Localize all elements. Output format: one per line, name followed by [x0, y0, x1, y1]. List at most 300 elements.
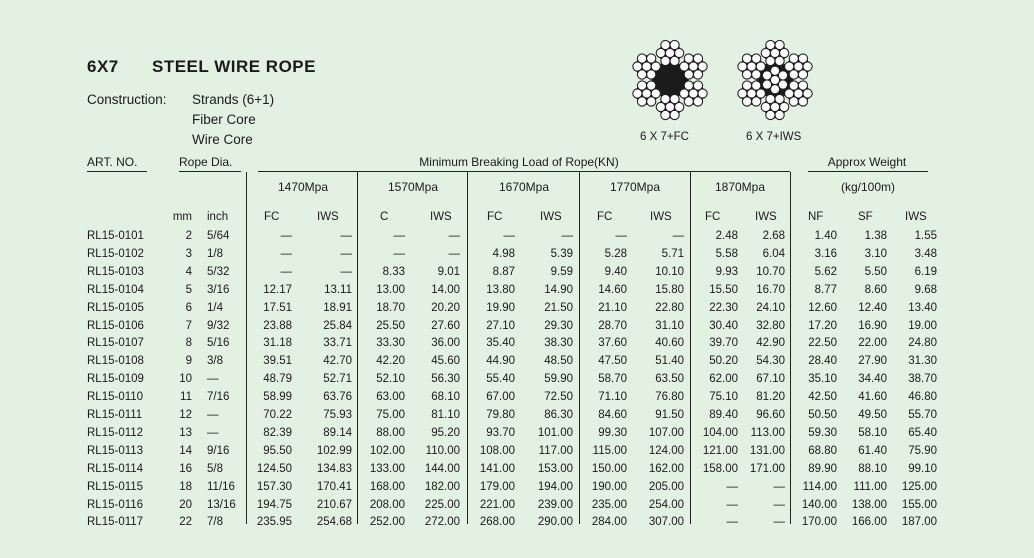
sub-header: IWS	[755, 211, 777, 223]
table-cell: 28.70	[598, 320, 627, 332]
sub-header: FC	[597, 211, 613, 223]
dia-inch: 1/8	[207, 248, 223, 260]
table-cell: —	[340, 266, 352, 278]
table-cell: 166.00	[851, 516, 887, 528]
table-cell: 190.00	[591, 481, 627, 493]
table-cell: —	[340, 230, 352, 242]
table-cell: 62.00	[709, 373, 738, 385]
table-cell: 79.80	[486, 409, 515, 421]
grade-1870: 1870Mpa	[714, 180, 766, 194]
table-cell: 88.00	[376, 427, 405, 439]
grade-1470: 1470Mpa	[277, 180, 329, 194]
dia-mm: 10	[179, 373, 192, 385]
dia-inch: —	[207, 409, 219, 421]
table-cell: 108.00	[479, 445, 515, 457]
table-cell: 65.40	[908, 427, 937, 439]
table-cell: 102.99	[316, 445, 352, 457]
dia-inch: 5/32	[207, 266, 230, 278]
table-cell: 114.00	[802, 481, 837, 493]
sub-header: IWS	[430, 211, 452, 223]
table-cell: 170.41	[316, 481, 352, 493]
table-cell: 89.14	[323, 427, 352, 439]
table-cell: 40.60	[655, 337, 684, 349]
table-cell: 28.40	[808, 355, 837, 367]
dia-inch: 11/16	[207, 481, 235, 493]
grade-1670: 1670Mpa	[498, 180, 550, 194]
table-cell: 15.80	[655, 284, 684, 296]
table-cell: 12.40	[858, 302, 887, 314]
table-cell: 22.30	[709, 302, 738, 314]
table-cell: 194.75	[256, 499, 292, 511]
table-cell: 46.80	[908, 391, 937, 403]
table-cell: 182.00	[424, 481, 460, 493]
table-cell: —	[503, 230, 515, 242]
table-cell: 153.00	[537, 463, 573, 475]
table-cell: 84.60	[598, 409, 627, 421]
table-cell: 75.00	[376, 409, 405, 421]
table-cell: 95.50	[263, 445, 292, 457]
table-cell: 9.40	[604, 266, 627, 278]
table-cell: 16.70	[756, 284, 785, 296]
table-cell: 36.00	[431, 337, 460, 349]
table-cell: —	[726, 499, 738, 511]
table-cell: 89.40	[709, 409, 738, 421]
table-cell: 8.77	[814, 284, 837, 296]
dia-inch: 5/8	[207, 463, 223, 475]
table-cell: 42.20	[376, 355, 405, 367]
dia-mm: 16	[179, 463, 192, 475]
dia-mm: 18	[179, 481, 192, 493]
table-cell: 5.39	[550, 248, 573, 260]
table-cell: 63.76	[323, 391, 352, 403]
table-cell: 27.60	[431, 320, 460, 332]
table-cell: 125.00	[901, 481, 937, 493]
table-cell: 88.10	[858, 463, 887, 475]
table-cell: 76.80	[655, 391, 684, 403]
table-cell: 235.00	[591, 499, 627, 511]
table-cell: 59.30	[808, 427, 837, 439]
sub-header: NF	[808, 211, 824, 223]
table-cell: 38.70	[908, 373, 937, 385]
table-cell: 290.00	[537, 516, 573, 528]
dia-mm: 9	[185, 355, 192, 367]
table-cell: 131.00	[749, 445, 785, 457]
table-cell: 16.90	[858, 320, 887, 332]
table-cell: 115.00	[592, 445, 627, 457]
table-cell: 12.60	[808, 302, 837, 314]
approx-unit: (kg/100m)	[840, 180, 896, 194]
table-cell: 157.30	[256, 481, 292, 493]
table-cell: —	[393, 248, 405, 260]
table-cell: 162.00	[648, 463, 684, 475]
art-number: RL15-0117	[87, 516, 144, 528]
table-cell: 50.20	[709, 355, 738, 367]
table-cell: 47.50	[598, 355, 627, 367]
table-cell: 5.71	[661, 248, 684, 260]
dia-mm: 12	[179, 409, 192, 421]
table-cell: 71.10	[598, 391, 627, 403]
table-cell: 93.70	[486, 427, 515, 439]
table-cell: —	[672, 230, 684, 242]
table-cell: 170.00	[801, 516, 837, 528]
table-cell: 3.48	[914, 248, 937, 260]
table-cell: 1.38	[864, 230, 887, 242]
table-cell: —	[448, 230, 460, 242]
construction-line-1: Strands (6+1)	[192, 92, 275, 107]
dia-inch: 1/4	[207, 302, 223, 314]
table-cell: 19.90	[486, 302, 515, 314]
sub-header: IWS	[650, 211, 672, 223]
table-cell: —	[773, 499, 785, 511]
art-number: RL15-0101	[87, 230, 144, 242]
rope-cross-section-fc	[625, 35, 715, 125]
table-cell: 75.93	[323, 409, 352, 421]
table-cell: 27.90	[858, 355, 887, 367]
art-number: RL15-0108	[87, 355, 144, 367]
table-cell: 179.00	[479, 481, 515, 493]
table-cell: 5.58	[715, 248, 738, 260]
table-cell: 22.80	[655, 302, 684, 314]
table-cell: 49.50	[858, 409, 887, 421]
dia-mm: 3	[185, 248, 192, 260]
table-cell: 63.00	[376, 391, 405, 403]
table-cell: 67.10	[756, 373, 785, 385]
table-cell: 75.10	[709, 391, 738, 403]
table-cell: 8.60	[864, 284, 887, 296]
table-cell: 9.59	[550, 266, 573, 278]
sub-header: IWS	[317, 211, 339, 223]
table-cell: 3.10	[864, 248, 887, 260]
table-cell: 8.33	[382, 266, 405, 278]
table-cell: 29.30	[544, 320, 573, 332]
dia-mm: 8	[185, 337, 192, 349]
table-cell: 81.20	[756, 391, 785, 403]
art-number: RL15-0102	[87, 248, 144, 260]
table-cell: 23.88	[263, 320, 292, 332]
table-cell: 35.10	[808, 373, 837, 385]
table-cell: 3.16	[814, 248, 837, 260]
table-cell: 63.50	[655, 373, 684, 385]
art-number: RL15-0106	[87, 320, 144, 332]
table-cell: 68.80	[808, 445, 837, 457]
table-cell: 22.50	[808, 337, 837, 349]
table-cell: 39.70	[709, 337, 738, 349]
table-cell: 5.28	[604, 248, 627, 260]
table-cell: 235.95	[256, 516, 292, 528]
table-cell: 25.50	[376, 320, 405, 332]
divider	[179, 171, 241, 172]
art-number: RL15-0116	[87, 499, 144, 511]
diagram-caption-iws: 6 X 7+IWS	[746, 131, 802, 143]
table-cell: 101.00	[537, 427, 573, 439]
table-cell: 5.50	[864, 266, 887, 278]
table-cell: 45.60	[431, 355, 460, 367]
divider	[87, 171, 147, 172]
table-cell: 67.00	[486, 391, 515, 403]
table-cell: 150.00	[591, 463, 627, 475]
table-cell: 171.00	[749, 463, 785, 475]
art-number: RL15-0111	[87, 409, 143, 421]
sub-header: SF	[858, 211, 873, 223]
table-cell: 89.90	[808, 463, 837, 475]
dia-mm: 11	[180, 391, 192, 403]
table-cell: 307.00	[648, 516, 684, 528]
table-cell: 239.00	[537, 499, 573, 511]
header-mbl: Minimum Breaking Load of Rope(KN)	[419, 155, 619, 169]
table-cell: 56.30	[431, 373, 460, 385]
art-number: RL15-0110	[87, 391, 144, 403]
table-cell: —	[340, 248, 352, 260]
dia-mm: 6	[185, 302, 192, 314]
table-cell: 9.01	[437, 266, 460, 278]
table-cell: 168.00	[369, 481, 405, 493]
table-cell: 158.00	[702, 463, 738, 475]
page-title: STEEL WIRE ROPE	[152, 57, 316, 76]
table-cell: —	[773, 481, 785, 493]
table-cell: 268.00	[479, 516, 515, 528]
table-cell: 50.50	[808, 409, 837, 421]
table-cell: 284.00	[591, 516, 627, 528]
table-cell: 75.90	[908, 445, 937, 457]
table-cell: 141.00	[479, 463, 515, 475]
sub-header: IWS	[540, 211, 562, 223]
table-cell: 194.00	[537, 481, 573, 493]
table-cell: —	[726, 481, 738, 493]
rope-cross-section-iws	[730, 35, 820, 125]
table-cell: 48.50	[544, 355, 573, 367]
table-cell: 254.00	[648, 499, 684, 511]
dia-mm: 4	[185, 266, 192, 278]
table-cell: 55.40	[486, 373, 515, 385]
table-cell: —	[393, 230, 405, 242]
table-cell: 52.71	[323, 373, 352, 385]
dia-inch: —	[207, 427, 219, 439]
table-cell: 8.87	[492, 266, 515, 278]
dia-mm: 22	[179, 516, 192, 528]
table-cell: 17.20	[808, 320, 837, 332]
art-number: RL15-0113	[87, 445, 144, 457]
table-cell: 144.00	[424, 463, 460, 475]
sub-header: FC	[487, 211, 503, 223]
dia-inch: —	[207, 373, 219, 385]
table-cell: —	[280, 230, 292, 242]
table-cell: 35.40	[486, 337, 515, 349]
table-cell: 1.40	[814, 230, 837, 242]
sub-header: FC	[264, 211, 280, 223]
table-cell: 44.90	[486, 355, 515, 367]
table-cell: 59.90	[544, 373, 573, 385]
table-cell: 111.00	[853, 481, 887, 493]
table-cell: 102.00	[369, 445, 405, 457]
table-cell: 13.00	[376, 284, 405, 296]
dia-inch: 9/16	[207, 445, 230, 457]
table-cell: 54.30	[756, 355, 785, 367]
table-cell: 6.04	[762, 248, 785, 260]
table-cell: 52.10	[376, 373, 405, 385]
art-number: RL15-0105	[87, 302, 144, 314]
table-cell: 15.50	[709, 284, 738, 296]
grade-1570: 1570Mpa	[387, 180, 439, 194]
table-cell: 10.10	[655, 266, 684, 278]
table-cell: —	[448, 248, 460, 260]
table-cell: 13.11	[324, 284, 352, 296]
table-cell: 86.30	[544, 409, 573, 421]
table-cell: 61.40	[858, 445, 887, 457]
table-cell: 31.18	[263, 337, 292, 349]
table-cell: 272.00	[424, 516, 460, 528]
table-cell: 225.00	[424, 499, 460, 511]
dia-inch: 5/64	[207, 230, 230, 242]
table-cell: 33.30	[376, 337, 405, 349]
table-cell: —	[561, 230, 573, 242]
table-cell: 124.00	[648, 445, 684, 457]
table-cell: 51.40	[655, 355, 684, 367]
table-cell: 58.99	[263, 391, 292, 403]
table-cell: 31.10	[655, 320, 684, 332]
table-cell: 70.22	[263, 409, 292, 421]
table-cell: 30.40	[709, 320, 738, 332]
table-cell: 9.68	[914, 284, 937, 296]
dia-inch: 3/8	[207, 355, 223, 367]
table-cell: 221.00	[479, 499, 515, 511]
table-cell: 5.62	[814, 266, 837, 278]
table-cell: 55.70	[908, 409, 937, 421]
sub-header: C	[380, 211, 389, 223]
table-cell: 68.10	[431, 391, 460, 403]
table-cell: —	[615, 230, 627, 242]
table-cell: 14.60	[598, 284, 627, 296]
art-number: RL15-0115	[87, 481, 144, 493]
table-cell: 42.90	[756, 337, 785, 349]
table-cell: 6.19	[914, 266, 937, 278]
table-cell: 34.40	[858, 373, 887, 385]
divider	[808, 171, 928, 172]
table-cell: 13.80	[486, 284, 515, 296]
table-cell: —	[280, 248, 292, 260]
table-cell: 2.68	[762, 230, 785, 242]
sub-header: FC	[705, 211, 721, 223]
table-cell: 96.60	[756, 409, 785, 421]
table-cell: 1.55	[914, 230, 937, 242]
unit-inch: inch	[207, 211, 229, 223]
diagram-caption-fc: 6 X 7+FC	[640, 131, 689, 143]
dia-mm: 20	[179, 499, 192, 511]
table-cell: 27.10	[486, 320, 515, 332]
table-cell: 133.00	[369, 463, 405, 475]
table-cell: 110.00	[425, 445, 460, 457]
table-cell: 33.71	[323, 337, 352, 349]
table-cell: 155.00	[901, 499, 937, 511]
table-cell: 39.51	[263, 355, 292, 367]
table-cell: 18.70	[376, 302, 405, 314]
table-cell: 32.80	[756, 320, 785, 332]
table-cell: 13.40	[908, 302, 937, 314]
table-cell: 9.93	[715, 266, 738, 278]
table-cell: 124.50	[256, 463, 292, 475]
header-rope-dia: Rope Dia.	[179, 155, 233, 169]
art-number: RL15-0114	[87, 463, 144, 475]
table-cell: 104.00	[702, 427, 738, 439]
art-number: RL15-0112	[87, 427, 144, 439]
dia-inch: 13/16	[207, 499, 236, 511]
dia-mm: 14	[179, 445, 192, 457]
table-cell: 42.50	[808, 391, 837, 403]
table-cell: 121.00	[702, 445, 738, 457]
dia-mm: 5	[185, 284, 192, 296]
table-cell: 187.00	[901, 516, 937, 528]
header-approx-weight: Approx Weight	[827, 155, 907, 169]
table-cell: 14.00	[431, 284, 460, 296]
table-cell: 107.00	[648, 427, 684, 439]
table-cell: 21.50	[544, 302, 573, 314]
art-number: RL15-0107	[87, 337, 144, 349]
table-cell: 72.50	[544, 391, 573, 403]
dia-inch: 9/32	[207, 320, 230, 332]
dia-inch: 3/16	[207, 284, 230, 296]
dia-mm: 13	[179, 427, 192, 439]
table-cell: —	[280, 266, 292, 278]
table-cell: 99.30	[598, 427, 627, 439]
table-cell: 18.91	[323, 302, 352, 314]
art-number: RL15-0103	[87, 266, 144, 278]
table-cell: 22.00	[858, 337, 887, 349]
table-cell: 2.48	[715, 230, 738, 242]
table-cell: 208.00	[369, 499, 405, 511]
dia-inch: 5/16	[207, 337, 230, 349]
table-cell: —	[773, 516, 785, 528]
art-number: RL15-0104	[87, 284, 144, 296]
table-cell: 48.79	[263, 373, 292, 385]
construction-line-2: Fiber Core	[192, 112, 256, 127]
table-cell: 134.83	[316, 463, 352, 475]
table-cell: 58.70	[598, 373, 627, 385]
dia-mm: 2	[185, 230, 192, 242]
table-cell: 10.70	[756, 266, 785, 278]
table-cell: 25.84	[323, 320, 352, 332]
table-cell: 254.68	[316, 516, 352, 528]
table-cell: 42.70	[323, 355, 352, 367]
table-cell: 31.30	[908, 355, 937, 367]
table-cell: 38.30	[544, 337, 573, 349]
table-cell: 12.17	[263, 284, 292, 296]
table-cell: 37.60	[598, 337, 627, 349]
table-cell: 58.10	[858, 427, 887, 439]
table-cell: 17.51	[263, 302, 292, 314]
table-cell: 81.10	[431, 409, 460, 421]
table-cell: 138.00	[851, 499, 887, 511]
table-cell: 205.00	[648, 481, 684, 493]
unit-mm: mm	[172, 211, 192, 223]
table-cell: 4.98	[492, 248, 515, 260]
table-cell: 95.20	[431, 427, 460, 439]
sub-header: IWS	[905, 211, 927, 223]
table-cell: 113.00	[750, 427, 785, 439]
table-cell: 140.00	[801, 499, 837, 511]
dia-inch: 7/8	[207, 516, 223, 528]
table-cell: 210.67	[316, 499, 352, 511]
table-cell: 91.50	[655, 409, 684, 421]
table-cell: 41.60	[858, 391, 887, 403]
header-art-no: ART. NO.	[87, 155, 138, 169]
art-number: RL15-0109	[87, 373, 144, 385]
grade-1770: 1770Mpa	[609, 180, 661, 194]
dia-inch: 7/16	[207, 391, 230, 403]
construction-line-3: Wire Core	[192, 132, 253, 147]
title-code: 6X7	[87, 57, 119, 76]
table-cell: 14.90	[544, 284, 573, 296]
dia-mm: 7	[185, 320, 192, 332]
table-cell: 117.00	[538, 445, 573, 457]
